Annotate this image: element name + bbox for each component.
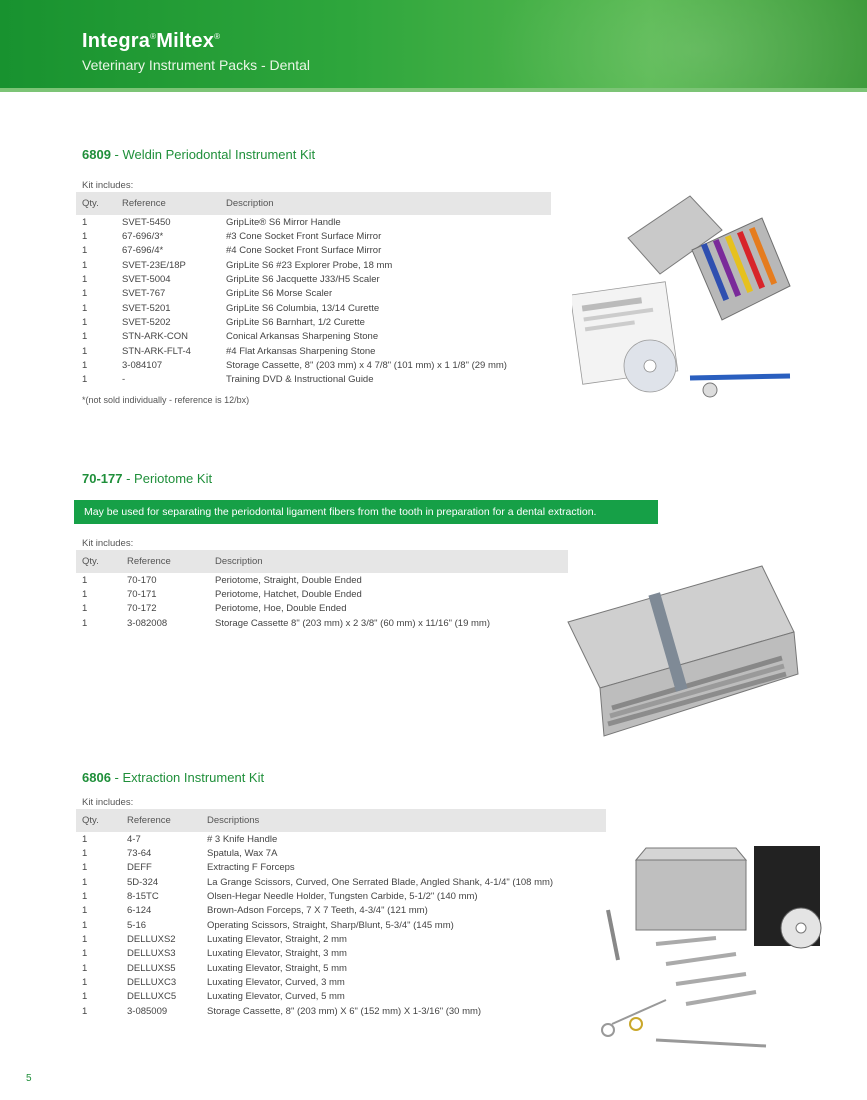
cell-description: Conical Arkansas Sharpening Stone bbox=[226, 331, 379, 343]
footnote: *(not sold individually - reference is 12/bx) bbox=[82, 395, 250, 405]
cell-reference: DELLUXS3 bbox=[127, 948, 176, 960]
cell-reference: DELLUXC5 bbox=[127, 991, 177, 1003]
weldin-kit-photo bbox=[572, 190, 798, 400]
table-row bbox=[76, 301, 551, 315]
page-number: 5 bbox=[26, 1073, 32, 1084]
cell-description: Periotome, Straight, Double Ended bbox=[215, 574, 362, 586]
kit-includes-label: Kit includes: bbox=[82, 797, 134, 808]
cell-qty: 1 bbox=[82, 345, 88, 357]
cell-reference: 3-084107 bbox=[122, 360, 163, 372]
col-reference: Reference bbox=[121, 809, 201, 832]
cell-description: Operating Scissors, Straight, Sharp/Blunt, 5-3/4" (145 mm) bbox=[207, 919, 454, 931]
cell-reference: 5-16 bbox=[127, 919, 147, 931]
header-decoration bbox=[487, 0, 867, 92]
cell-reference: 8-15TC bbox=[127, 891, 159, 903]
cell-qty: 1 bbox=[82, 274, 88, 286]
table-row bbox=[76, 330, 551, 344]
cell-qty: 1 bbox=[82, 302, 88, 314]
table-row bbox=[76, 616, 568, 630]
cell-qty: 1 bbox=[82, 905, 88, 917]
table-row bbox=[76, 932, 606, 946]
cell-reference: SVET-5202 bbox=[122, 317, 171, 329]
col-reference: Reference bbox=[116, 192, 220, 215]
cell-description: GripLite S6 Jacquette J33/H5 Scaler bbox=[226, 274, 380, 286]
cell-reference: - bbox=[122, 374, 126, 386]
cell-qty: 1 bbox=[82, 288, 88, 300]
cell-qty: 1 bbox=[82, 948, 88, 960]
periotome-kit-photo bbox=[562, 562, 802, 742]
cell-reference: STN-ARK-FLT-4 bbox=[122, 345, 191, 357]
cell-reference: SVET-5450 bbox=[122, 216, 171, 228]
cell-description: GripLite S6 #23 Explorer Probe, 18 mm bbox=[226, 259, 393, 271]
header-band bbox=[0, 88, 867, 92]
cell-description: #4 Flat Arkansas Sharpening Stone bbox=[226, 345, 376, 357]
cell-reference: 3-085009 bbox=[127, 1005, 168, 1017]
cell-description: Brown-Adson Forceps, 7 X 7 Teeth, 4-3/4" (121 mm) bbox=[207, 905, 428, 917]
cell-qty: 1 bbox=[82, 331, 88, 343]
page-subtitle: Veterinary Instrument Packs - Dental bbox=[82, 57, 310, 73]
cell-reference: SVET-5004 bbox=[122, 274, 171, 286]
table-row bbox=[76, 287, 551, 301]
table-row bbox=[76, 832, 606, 846]
cell-description: GripLite S6 Columbia, 13/14 Curette bbox=[226, 302, 380, 314]
cell-description: Luxating Elevator, Straight, 3 mm bbox=[207, 948, 347, 960]
col-qty: Qty. bbox=[76, 550, 121, 573]
cell-qty: 1 bbox=[82, 848, 88, 860]
table-row bbox=[76, 587, 568, 601]
cell-qty: 1 bbox=[82, 962, 88, 974]
table-row bbox=[76, 272, 551, 286]
cell-description: Luxating Elevator, Curved, 5 mm bbox=[207, 991, 345, 1003]
cell-reference: SVET-23E/18P bbox=[122, 259, 186, 271]
cell-description: GripLite S6 Morse Scaler bbox=[226, 288, 333, 300]
table-row bbox=[76, 602, 568, 616]
cell-reference: DELLUXS2 bbox=[127, 934, 176, 946]
cell-qty: 1 bbox=[82, 245, 88, 257]
cell-description: Luxating Elevator, Curved, 3 mm bbox=[207, 977, 345, 989]
cell-description: Luxating Elevator, Straight, 5 mm bbox=[207, 962, 347, 974]
col-description: Description bbox=[209, 550, 568, 573]
table-row bbox=[76, 889, 606, 903]
table-row bbox=[76, 975, 606, 989]
table-row bbox=[76, 244, 551, 258]
cell-qty: 1 bbox=[82, 603, 88, 615]
cell-description: Periotome, Hatchet, Double Ended bbox=[215, 589, 362, 601]
kit-table-70-177 bbox=[76, 550, 568, 630]
cell-reference: 3-082008 bbox=[127, 617, 168, 629]
cell-qty: 1 bbox=[82, 231, 88, 243]
cell-reference: 73-64 bbox=[127, 848, 152, 860]
col-reference: Reference bbox=[121, 550, 209, 573]
cell-reference: 67-696/4* bbox=[122, 245, 164, 257]
col-description: Description bbox=[220, 192, 551, 215]
cell-reference: 67-696/3* bbox=[122, 231, 164, 243]
cell-reference: 4-7 bbox=[127, 833, 141, 845]
cell-reference: DEFF bbox=[127, 862, 152, 874]
cell-reference: SVET-767 bbox=[122, 288, 166, 300]
table-row bbox=[76, 990, 606, 1004]
cell-reference: 70-172 bbox=[127, 603, 157, 615]
cell-reference: 70-171 bbox=[127, 589, 157, 601]
section-title-6809: 6809 - Weldin Periodontal Instrument Kit bbox=[82, 147, 316, 162]
cell-description: # 3 Knife Handle bbox=[207, 833, 278, 845]
cell-qty: 1 bbox=[82, 833, 88, 845]
cell-qty: 1 bbox=[82, 934, 88, 946]
usage-banner: May be used for separating the periodontal ligament fibers from the tooth in preparation for a dental extraction. bbox=[74, 500, 658, 524]
table-row bbox=[76, 918, 606, 932]
table-row bbox=[76, 573, 568, 587]
table-row bbox=[76, 846, 606, 860]
cell-description: GripLite S6 Barnhart, 1/2 Curette bbox=[226, 317, 365, 329]
table-row bbox=[76, 904, 606, 918]
cell-qty: 1 bbox=[82, 574, 88, 586]
kit-table-6806 bbox=[76, 809, 606, 1018]
table-row bbox=[76, 229, 551, 243]
col-qty: Qty. bbox=[76, 192, 116, 215]
cell-description: Spatula, Wax 7A bbox=[207, 848, 278, 860]
cell-description: Periotome, Hoe, Double Ended bbox=[215, 603, 347, 615]
cell-qty: 1 bbox=[82, 919, 88, 931]
table-row bbox=[76, 315, 551, 329]
cell-qty: 1 bbox=[82, 317, 88, 329]
section-title-6806: 6806 - Extraction Instrument Kit bbox=[82, 770, 265, 785]
cell-description: Storage Cassette, 8" (203 mm) X 6" (152 mm) X 1-3/16" (30 mm) bbox=[207, 1005, 482, 1017]
cell-description: #3 Cone Socket Front Surface Mirror bbox=[226, 231, 382, 243]
table-header-row bbox=[76, 809, 606, 832]
kit-table-6809 bbox=[76, 192, 551, 387]
section-title-70-177: 70-177 - Periotome Kit bbox=[82, 471, 213, 486]
cell-reference: STN-ARK-CON bbox=[122, 331, 188, 343]
cell-qty: 1 bbox=[82, 259, 88, 271]
table-row bbox=[76, 358, 551, 372]
cell-reference: 6-124 bbox=[127, 905, 152, 917]
cell-qty: 1 bbox=[82, 1005, 88, 1017]
table-row bbox=[76, 344, 551, 358]
cell-qty: 1 bbox=[82, 991, 88, 1003]
table-row bbox=[76, 215, 551, 229]
kit-includes-label: Kit includes: bbox=[82, 180, 134, 191]
cell-description: Storage Cassette 8" (203 mm) x 2 3/8" (60 mm) x 11/16" (19 mm) bbox=[215, 617, 490, 629]
kit-includes-label: Kit includes: bbox=[82, 538, 134, 549]
cell-qty: 1 bbox=[82, 891, 88, 903]
table-header-row bbox=[76, 192, 551, 215]
cell-description: Training DVD & Instructional Guide bbox=[226, 374, 374, 386]
cell-qty: 1 bbox=[82, 216, 88, 228]
cell-qty: 1 bbox=[82, 374, 88, 386]
table-row bbox=[76, 875, 606, 889]
cell-qty: 1 bbox=[82, 360, 88, 372]
cell-reference: SVET-5201 bbox=[122, 302, 171, 314]
col-qty: Qty. bbox=[76, 809, 121, 832]
cell-reference: DELLUXC3 bbox=[127, 977, 177, 989]
cell-reference: DELLUXS5 bbox=[127, 962, 176, 974]
cell-description: Storage Cassette, 8" (203 mm) x 4 7/8" (101 mm) x 1 1/8" (29 mm) bbox=[226, 360, 507, 372]
extraction-kit-photo bbox=[596, 840, 826, 1055]
cell-description: Luxating Elevator, Straight, 2 mm bbox=[207, 934, 347, 946]
table-row bbox=[76, 1004, 606, 1018]
table-row bbox=[76, 861, 606, 875]
cell-reference: 70-170 bbox=[127, 574, 157, 586]
col-description: Descriptions bbox=[201, 809, 606, 832]
table-header-row bbox=[76, 550, 568, 573]
page-header bbox=[0, 0, 867, 92]
cell-qty: 1 bbox=[82, 876, 88, 888]
table-row bbox=[76, 947, 606, 961]
cell-qty: 1 bbox=[82, 589, 88, 601]
table-row bbox=[76, 961, 606, 975]
brand-logo: Integra®Miltex® bbox=[82, 30, 221, 52]
cell-description: Olsen-Hegar Needle Holder, Tungsten Carbide, 5-1/2" (140 mm) bbox=[207, 891, 478, 903]
cell-description: Extracting F Forceps bbox=[207, 862, 295, 874]
cell-qty: 1 bbox=[82, 977, 88, 989]
cell-description: La Grange Scissors, Curved, One Serrated Blade, Angled Shank, 4-1/4" (108 mm) bbox=[207, 876, 554, 888]
table-row bbox=[76, 258, 551, 272]
cell-reference: 5D-324 bbox=[127, 876, 159, 888]
cell-qty: 1 bbox=[82, 862, 88, 874]
cell-description: GripLite® S6 Mirror Handle bbox=[226, 216, 341, 228]
table-row bbox=[76, 373, 551, 387]
cell-qty: 1 bbox=[82, 617, 88, 629]
cell-description: #4 Cone Socket Front Surface Mirror bbox=[226, 245, 382, 257]
